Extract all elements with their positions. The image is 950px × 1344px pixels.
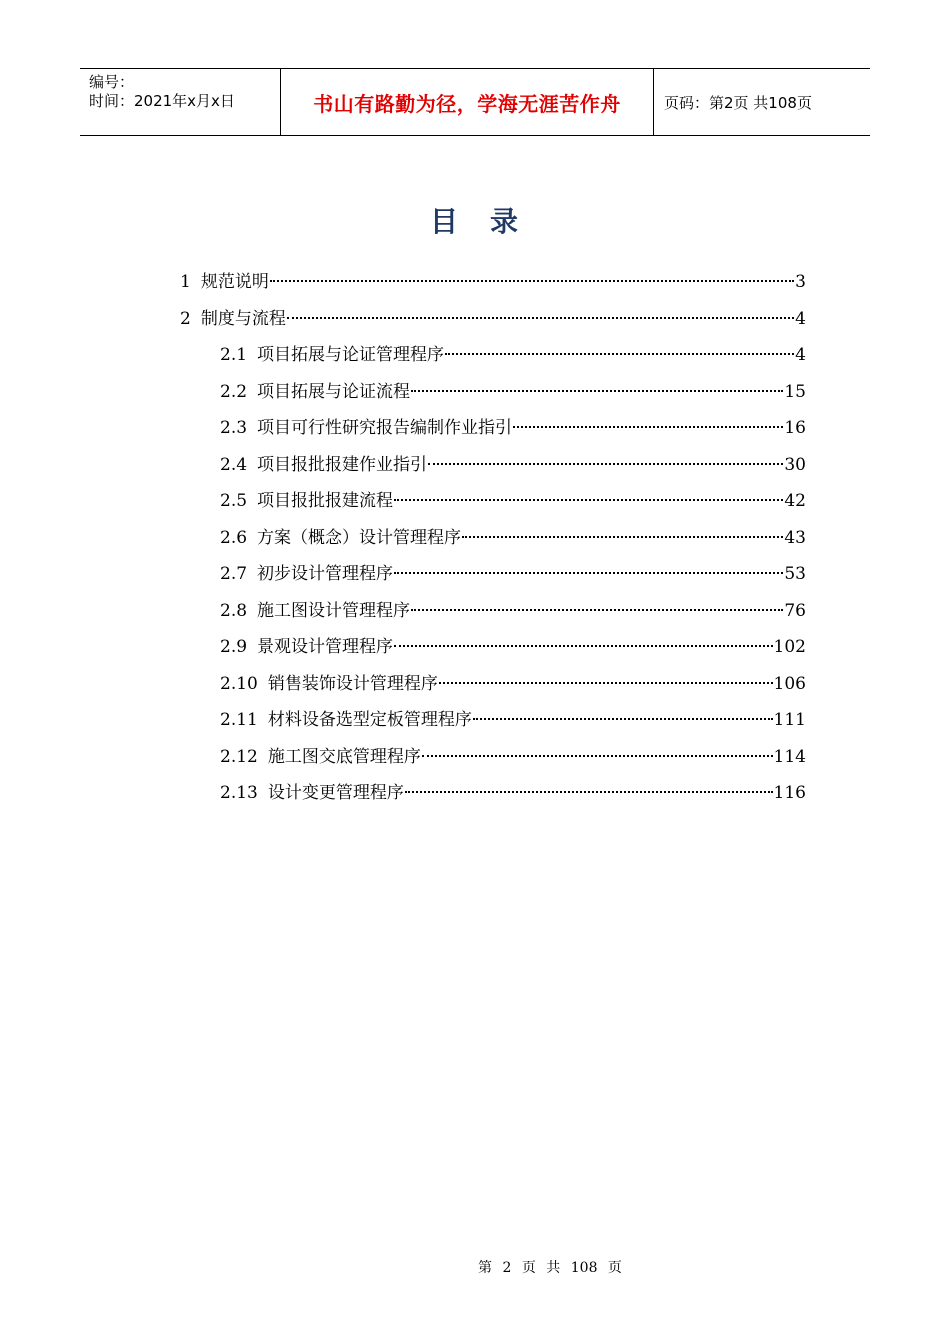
toc-entry-number: 1 [180,272,191,292]
toc-entry-page: 106 [773,674,806,694]
toc-entry[interactable] [180,264,806,300]
toc-entry-number: 2.4 [220,455,248,475]
toc-entry-number: 2.9 [220,637,248,657]
toc-entry[interactable] [220,702,806,738]
toc-entry-number: 2.8 [220,601,248,621]
toc-leader-dots [270,280,794,282]
toc-entry[interactable] [220,483,806,519]
toc-entry-page: 30 [784,455,806,475]
toc-entry-title: 设计变更管理程序 [267,783,404,803]
toc-entry[interactable] [220,447,806,483]
toc-leader-dots [428,463,783,465]
toc-entry-page: 4 [795,345,806,365]
toc-entry-page: 76 [784,601,806,621]
toc-entry[interactable] [220,410,806,446]
toc-entry-number: 2.6 [220,528,248,548]
toc-entry[interactable] [220,556,806,592]
toc-entry[interactable] [220,666,806,702]
header-page-info: 页码：第2页 共108页 [664,93,812,112]
document-date: 时间：2021年x月x日 [89,92,235,110]
toc-entry-title: 项目报批报建作业指引 [257,455,428,475]
toc-entry-number: 2 [180,309,191,329]
toc-entry-number: 2.11 [220,710,258,730]
toc-entry-title: 方案（概念）设计管理程序 [257,528,462,548]
toc-entry-page: 111 [773,710,806,730]
toc-entry[interactable] [220,374,806,410]
toc-entry-number: 2.1 [220,345,248,365]
toc-leader-dots [405,791,773,793]
toc-entry[interactable] [220,593,806,629]
toc-entry-page: 15 [784,382,806,402]
toc-leader-dots [394,499,783,501]
toc-entry[interactable] [220,337,806,373]
toc-entry-page: 3 [795,272,806,292]
toc-entry-number: 2.13 [220,783,258,803]
page-header [80,68,870,136]
toc-entry-page: 53 [784,564,806,584]
header-meta-cell [80,69,281,135]
toc-entry-title: 项目报批报建流程 [257,491,394,511]
toc-leader-dots [394,645,773,647]
toc-entry-page: 16 [784,418,806,438]
toc-entry-title: 销售装饰设计管理程序 [267,674,438,694]
toc-entry-page: 43 [784,528,806,548]
toc-entry-title: 初步设计管理程序 [257,564,394,584]
toc-entry-title: 制度与流程 [200,309,286,329]
toc-leader-dots [513,426,783,428]
toc-entry[interactable] [220,739,806,775]
toc-title-char-1: 目 [429,205,460,238]
toc-leader-dots [445,353,794,355]
toc-entry[interactable] [220,629,806,665]
toc-entry-number: 2.5 [220,491,248,511]
toc-entry-number: 2.7 [220,564,248,584]
toc-entry-page: 114 [773,747,806,767]
toc-leader-dots [411,609,783,611]
toc-entry-title: 施工图交底管理程序 [267,747,421,767]
toc-leader-dots [473,718,773,720]
toc-title-char-2: 录 [490,205,521,238]
toc-entry-title: 项目拓展与论证管理程序 [257,345,445,365]
toc-leader-dots [287,317,794,319]
toc-leader-dots [462,536,783,538]
toc-entry-number: 2.2 [220,382,248,402]
toc-entry-title: 项目拓展与论证流程 [257,382,411,402]
toc-leader-dots [411,390,783,392]
header-motto: 书山有路勤为径，学海无涯苦作舟 [281,69,654,135]
toc-entry-title: 施工图设计管理程序 [257,601,411,621]
toc-entry-title: 景观设计管理程序 [257,637,394,657]
toc-leader-dots [422,755,773,757]
toc-entry-page: 116 [773,783,806,803]
toc-leader-dots [439,682,773,684]
toc-entry-number: 2.3 [220,418,248,438]
toc-title [0,200,950,240]
page-footer: 第 2 页 共 108 页 [478,1260,622,1276]
toc-entry-page: 102 [773,637,806,657]
toc-entry-number: 2.12 [220,747,258,767]
toc-entry-title: 项目可行性研究报告编制作业指引 [257,418,513,438]
toc-entry-title: 材料设备选型定板管理程序 [267,710,472,730]
toc-leader-dots [394,572,783,574]
toc-entry-page: 4 [795,309,806,329]
toc-entry[interactable] [220,775,806,811]
toc-entry-title: 规范说明 [200,272,269,292]
toc-entry[interactable] [180,301,806,337]
document-number-label: 编号： [89,73,135,91]
toc-entry-page: 42 [784,491,806,511]
toc-entry-number: 2.10 [220,674,258,694]
toc-entry[interactable] [220,520,806,556]
